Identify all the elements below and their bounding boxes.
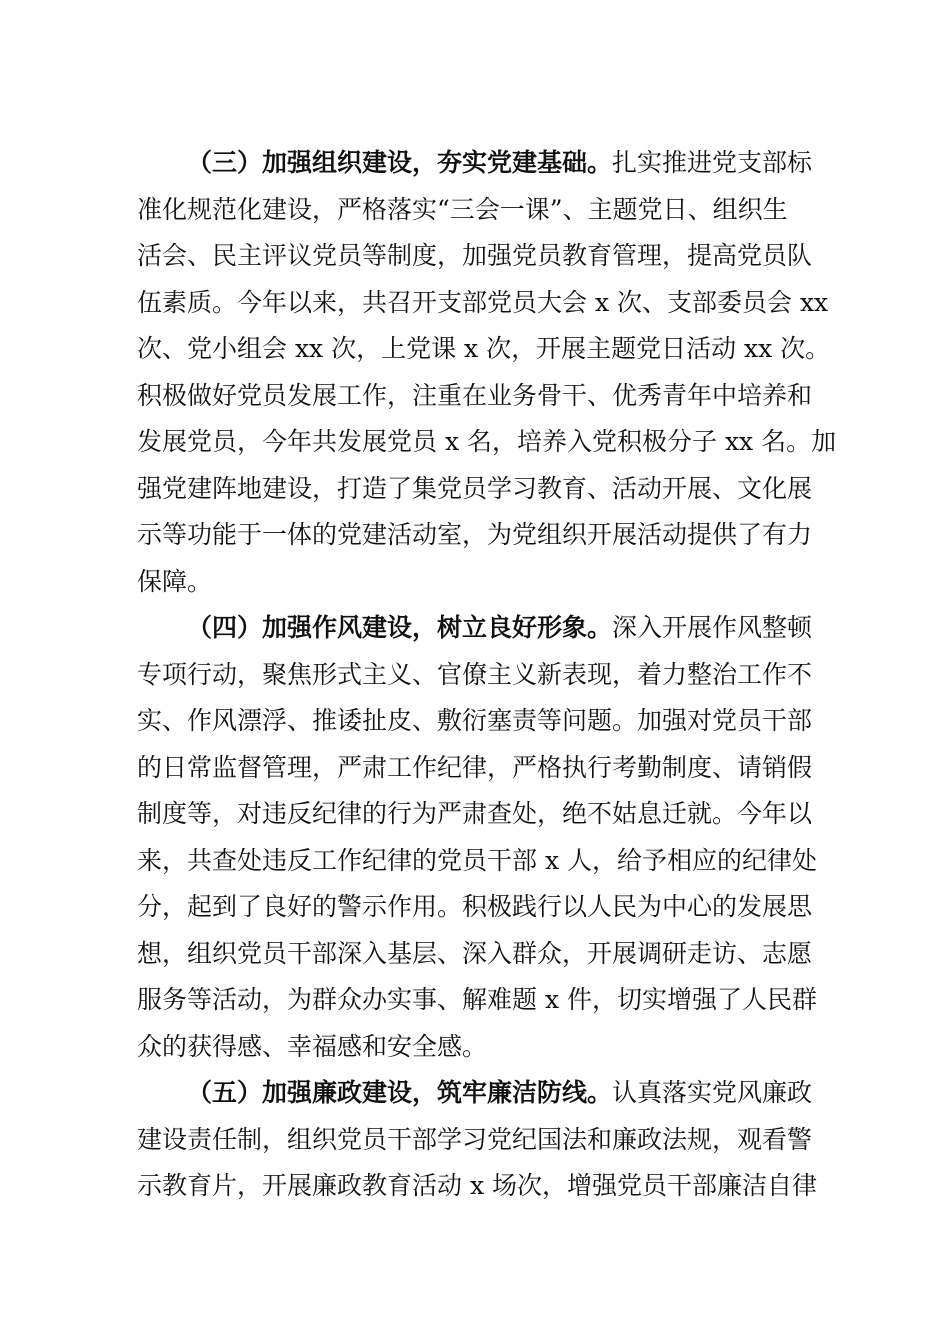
paragraph-section-5-line-1 <box>137 1070 827 1117</box>
section-4-line-10: 众的获得感、幸福感和安全感。 <box>137 1031 488 1061</box>
section-4-heading: （四）加强作风建设，树立良好形象。 <box>187 613 613 642</box>
section-5-line-3: 示教育片，开展廉政教育活动 x 场次，增强党员干部廉洁自律 <box>137 1171 817 1200</box>
section-3-line-3: 活会、民主评议党员等制度，加强党员教育管理，提高党员队 <box>137 241 813 270</box>
section-3-line-10: 保障。 <box>137 566 213 596</box>
section-3-line-8: 强党建阵地建设，打造了集党员学习教育、活动开展、文化展 <box>137 473 813 503</box>
section-3-line-5: 次、党小组会 xx 次，上党课 x 次，开展主题党日活动 xx 次。 <box>137 334 831 363</box>
section-5-heading: （五）加强廉政建设，筑牢廉洁防线。 <box>187 1078 613 1107</box>
section-3-line-9: 示等功能于一体的党建活动室，为党组织开展活动提供了有力 <box>137 520 813 549</box>
paragraph-section-4-line-1 <box>137 605 827 652</box>
section-4-line-5: 制度等，对违反纪律的行为严肃查处，绝不姑息迁就。今年以 <box>137 799 813 828</box>
section-4-line-6: 来，共查处违反工作纪律的党员干部 x 人，给予相应的纪律处 <box>137 845 817 875</box>
section-5-line-2: 建设责任制，组织党员干部学习党纪国法和廉政法规，观看警 <box>137 1124 813 1154</box>
section-4-line-7: 分，起到了良好的警示作用。积极践行以人民为中心的发展思 <box>137 892 813 921</box>
section-4-line-9: 服务等活动，为群众办实事、解难题 x 件，切实增强了人民群 <box>137 985 817 1014</box>
section-4-line-4: 的日常监督管理，严肃工作纪律，严格执行考勤制度、请销假 <box>137 752 813 782</box>
section-3-line-2: 准化规范化建设，严格落实“三会一课”、主题党日、组织生 <box>137 194 788 224</box>
section-3-heading: （三）加强组织建设，夯实党建基础。 <box>187 148 613 177</box>
section-3-line-1: 扎实推进党支部标 <box>612 148 813 177</box>
section-4-line-1: 深入开展作风整顿 <box>612 613 813 642</box>
section-3-line-6: 积极做好党员发展工作，注重在业务骨干、优秀青年中培养和 <box>137 380 813 410</box>
paragraph-section-3-line-1 <box>137 140 827 187</box>
section-4-line-2: 专项行动，聚焦形式主义、官僚主义新表现，着力整治工作不 <box>137 659 813 689</box>
section-3-line-7: 发展党员，今年共发展党员 x 名，培养入党积极分子 xx 名。加 <box>137 427 837 456</box>
section-4-line-3: 实、作风漂浮、推诿扯皮、敷衍塞责等问题。加强对党员干部 <box>137 706 813 735</box>
section-5-line-1: 认真落实党风廉政 <box>612 1078 813 1107</box>
section-3-line-4: 伍素质。今年以来，共召开支部党员大会 x 次、支部委员会 xx <box>137 287 829 317</box>
section-4-line-8: 想，组织党员干部深入基层、深入群众，开展调研走访、志愿 <box>137 938 813 968</box>
document-body <box>137 140 837 1210</box>
